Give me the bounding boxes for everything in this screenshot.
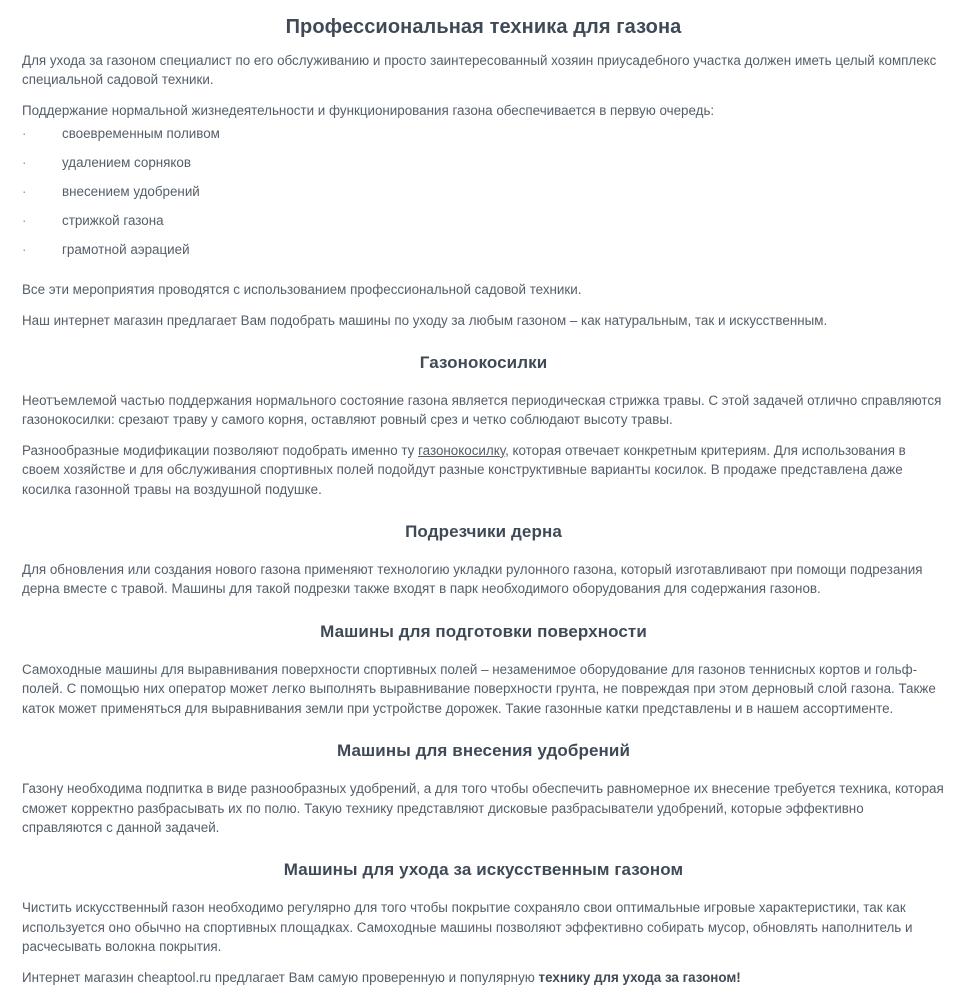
intro-paragraph-1: Для ухода за газоном специалист по его обслуживанию и просто заинтересованный хозяин приусадебного участка должен иметь целый комплекс специальной садовой техники.: [22, 53, 937, 88]
lawn-care-list: [22, 120, 945, 269]
intro-paragraph-4: Наш интернет магазин предлагает Вам подобрать машины по уходу за любым газоном – как натуральным, так и искусственным.: [22, 312, 828, 328]
page-title: Профессиональная техника для газона: [285, 16, 682, 38]
bullet-marker-icon: ·: [22, 213, 27, 229]
list-item-label: внесением удобрений: [62, 184, 200, 200]
list-item-label: своевременным поливом: [62, 126, 220, 142]
closing-bold-text: технику для ухода за газоном!: [538, 969, 741, 985]
list-item: [22, 240, 945, 269]
intro-paragraph-3: Все эти мероприятия проводятся с использованием профессиональной садовой техники.: [22, 282, 582, 298]
mower-link[interactable]: газонокосилку: [418, 442, 506, 458]
section-heading-surface-prep: Машины для подготовки поверхности: [320, 621, 647, 641]
list-item-label: удалением сорняков: [62, 155, 191, 171]
mowers-paragraph-2-text-before: Разнообразные модификации позволяют подобрать именно ту: [22, 442, 419, 458]
list-item-label: стрижкой газона: [62, 213, 164, 229]
section-heading-artificial-lawn: Машины для ухода за искусственным газоном: [283, 860, 684, 880]
mowers-paragraph-2-text-after: , которая отвечает конкретным критериям. Для использования в своем хозяйстве и для обслуживания спортивных полей подойдут разные конструктивные варианты косилок. В продаже представлена даже косилка газонной травы на воздушной подушке.: [22, 442, 906, 497]
section-heading-fertilizer: Машины для внесения удобрений: [336, 741, 631, 761]
fertilizer-paragraph-1: Газону необходима подпитка в виде разнообразных удобрений, а для того чтобы обеспечить равномерное их внесение требуется техника, которая сможет корректно разбрасывать их по полю. Такую технику представляют дисковые разбрасыватели удобрений, которые эффективно справляются с данной задачей.: [22, 781, 944, 835]
surface-prep-paragraph-1: Самоходные машины для выравнивания поверхности спортивных полей – незаменимое оборудование для газонов теннисных кортов и гольф-полей. С помощью них оператор может легко выполнять выравнивание поверхности грунта, не повреждая при этом дерновый слой газона. Также каток может применяться для выравнивания земли при устройстве дорожек. Такие газонные катки представлены и в нашем ассортименте.: [22, 661, 936, 716]
bullet-marker-icon: ·: [22, 242, 27, 258]
artificial-lawn-paragraph-1: Чистить искусственный газон необходимо регулярно для того чтобы покрытие сохраняло свои оптимальные игровые характеристики, так как используется оно обычно на спортивных площадках. Самоходные машины позволяют эффективно собирать мусор, обновлять наполнитель и расчесывать волокна покрытия.: [22, 900, 913, 955]
mowers-paragraph-2: [22, 430, 945, 499]
mowers-paragraph-1: Неотъемлемой частью поддержания нормального состояние газона является периодическая стрижка травы. С этой задачей отлично справляются газонокосилки: срезают траву у самого корня, оставляют ровный срез и четко соблюдают высоту травы.: [22, 393, 942, 428]
bullet-marker-icon: ·: [22, 184, 27, 200]
list-item: [22, 211, 945, 240]
section-heading-turf-cutters: Подрезчики дерна: [405, 522, 562, 542]
intro-paragraph-2: Поддержание нормальной жизнедеятельности и функционирования газона обеспечивается в первую очередь:: [22, 102, 715, 118]
section-heading-mowers: Газонокосилки: [419, 353, 548, 373]
closing-text: Интернет магазин cheaptool.ru предлагает Вам самую проверенную и популярную: [22, 969, 539, 985]
list-item: [22, 124, 945, 153]
closing-paragraph: [22, 957, 945, 987]
bullet-marker-icon: ·: [22, 126, 27, 142]
list-item-label: грамотной аэрацией: [62, 242, 190, 258]
list-item: [22, 153, 945, 182]
list-item: [22, 182, 945, 211]
turf-cutters-paragraph-1: Для обновления или создания нового газона применяют технологию укладки рулонного газона, который изготавливают при помощи подрезания дерна вместе с травой. Машины для такой подрезки также входят в парк необходимого оборудования для содержания газонов.: [22, 562, 923, 597]
bullet-marker-icon: ·: [22, 155, 27, 171]
